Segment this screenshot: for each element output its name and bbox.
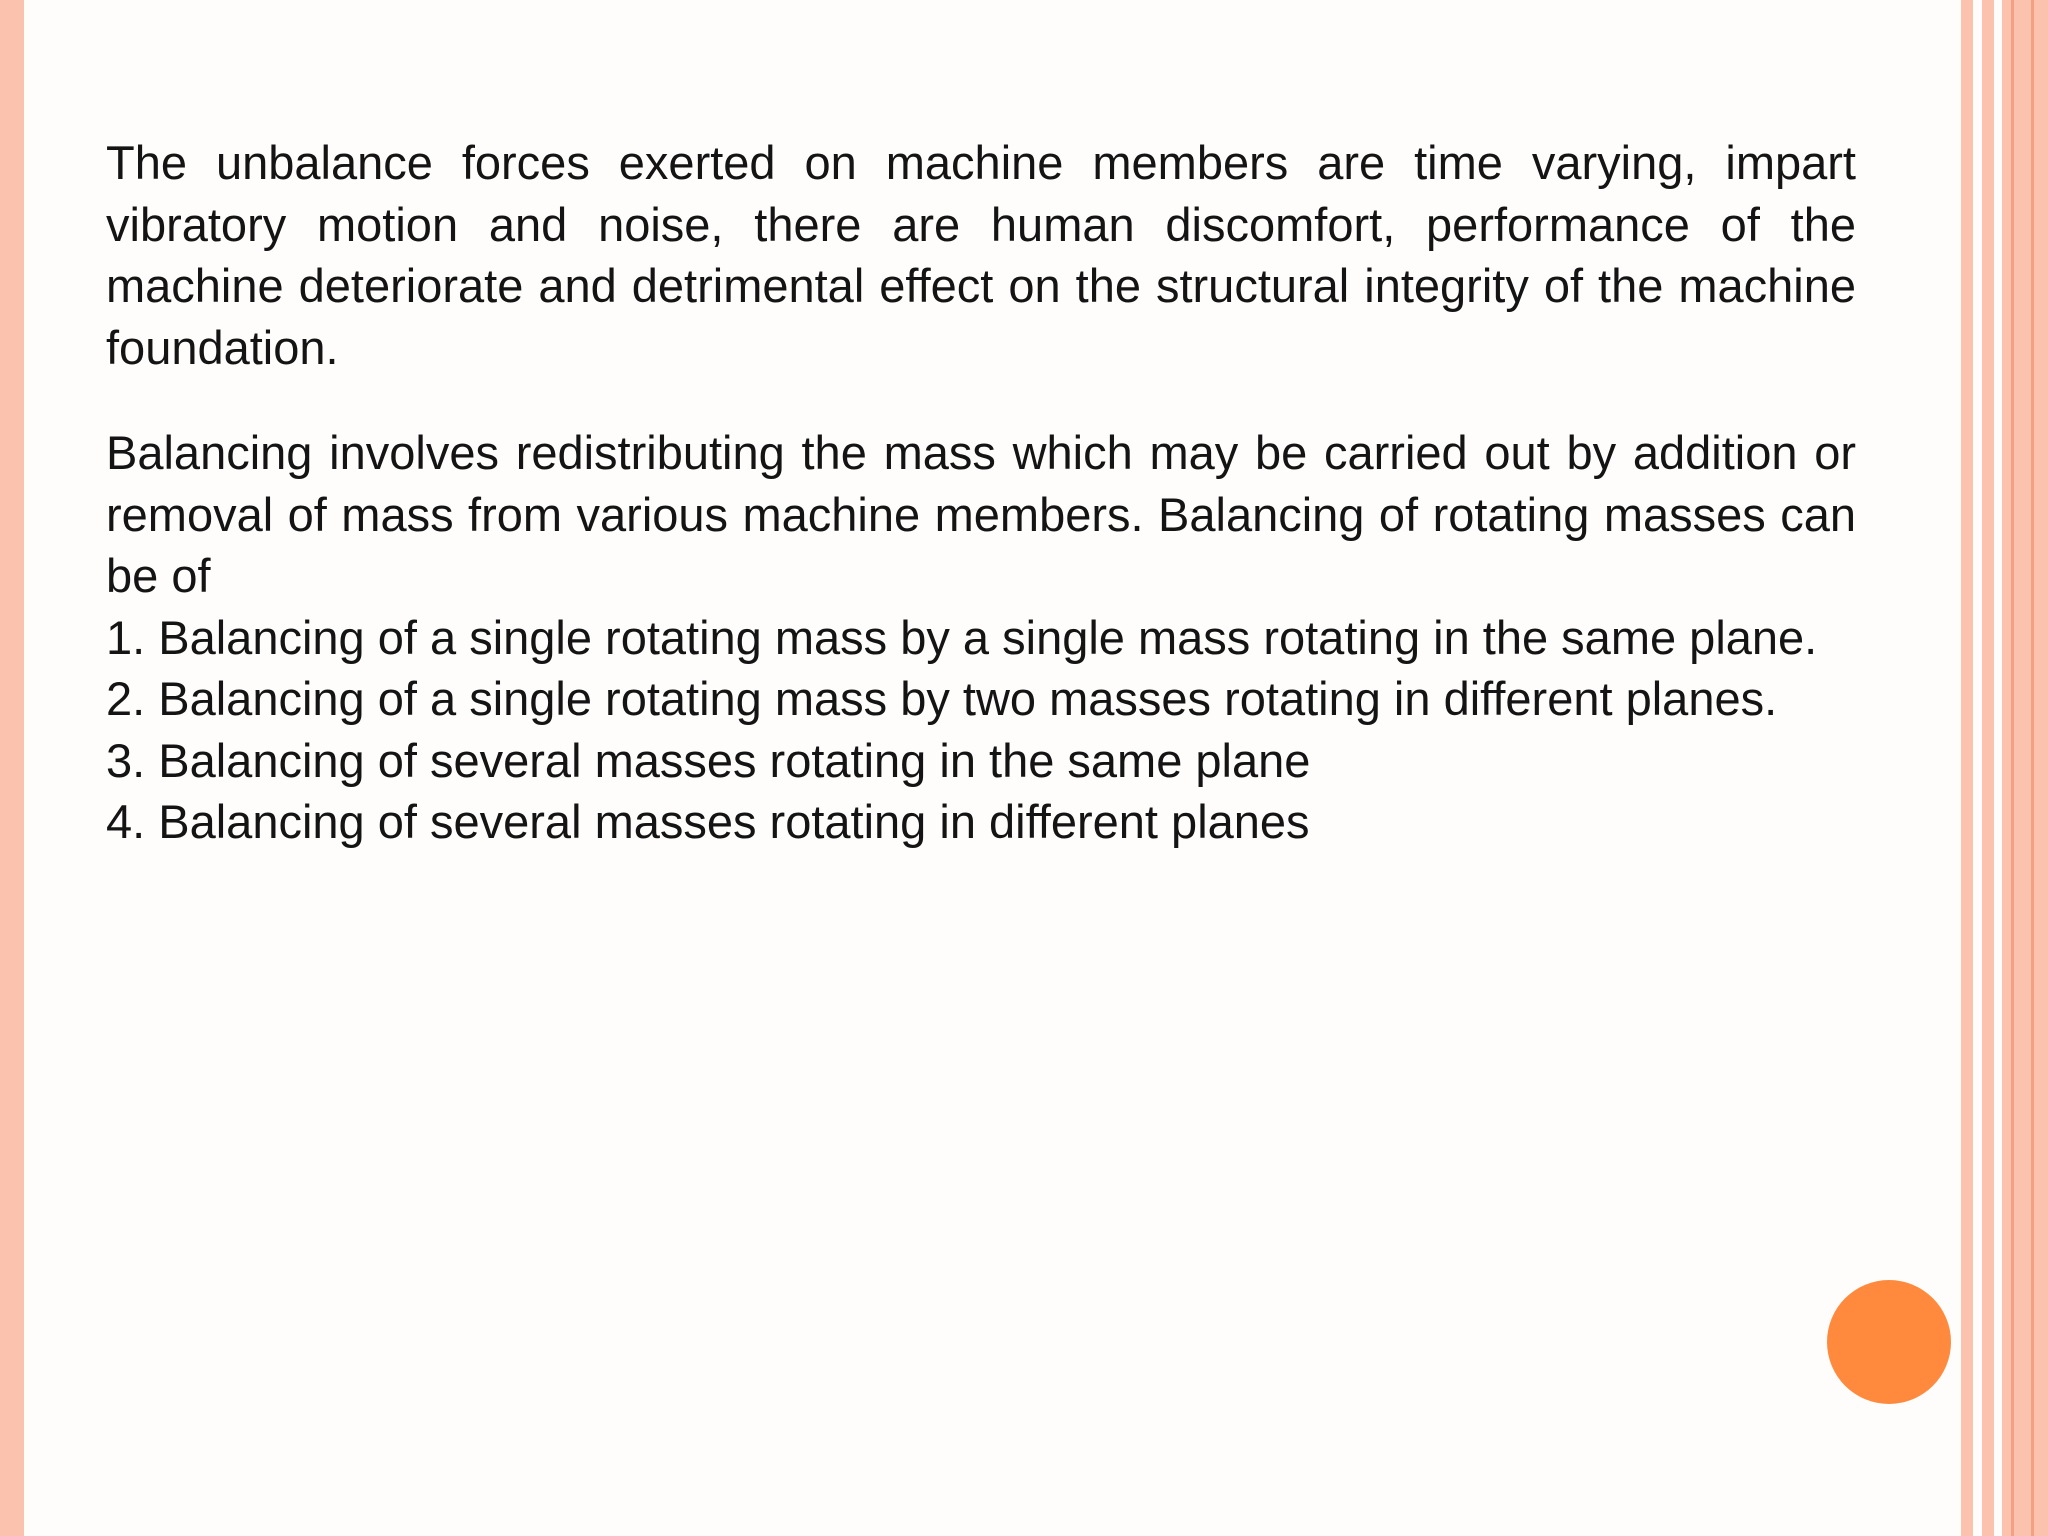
list-item: 1. Balancing of a single rotating mass by a single mass rotating in the same plane. xyxy=(106,610,1818,664)
slide-content xyxy=(106,132,1856,853)
paragraph-unbalance-forces: The unbalance forces exerted on machine members are time varying, impart vibratory motion and noise, there are human discomfort, performance of the machine deteriorate and detrimental effect on the structural integrity of the machine foundation. xyxy=(106,136,1856,374)
list-item: 3. Balancing of several masses rotating in the same plane xyxy=(106,733,1311,787)
right-border-stripe xyxy=(1982,0,1994,1536)
right-border-stripe xyxy=(1961,0,1973,1536)
right-border-line xyxy=(2031,0,2034,1536)
balancing-types-list xyxy=(106,607,1856,853)
orange-circle-decoration xyxy=(1827,1280,1951,1404)
right-border-stripe xyxy=(2002,0,2048,1536)
left-border-stripe xyxy=(0,0,24,1536)
paragraph-balancing: Balancing involves redistributing the mass which may be carried out by addition or removal of mass from various machine members. Balancing of rotating masses can be of xyxy=(106,426,1856,602)
right-border-line xyxy=(2011,0,2014,1536)
list-item: 2. Balancing of a single rotating mass by two masses rotating in different planes. xyxy=(106,672,1778,725)
list-item: 4. Balancing of several masses rotating in different planes xyxy=(106,795,1310,848)
